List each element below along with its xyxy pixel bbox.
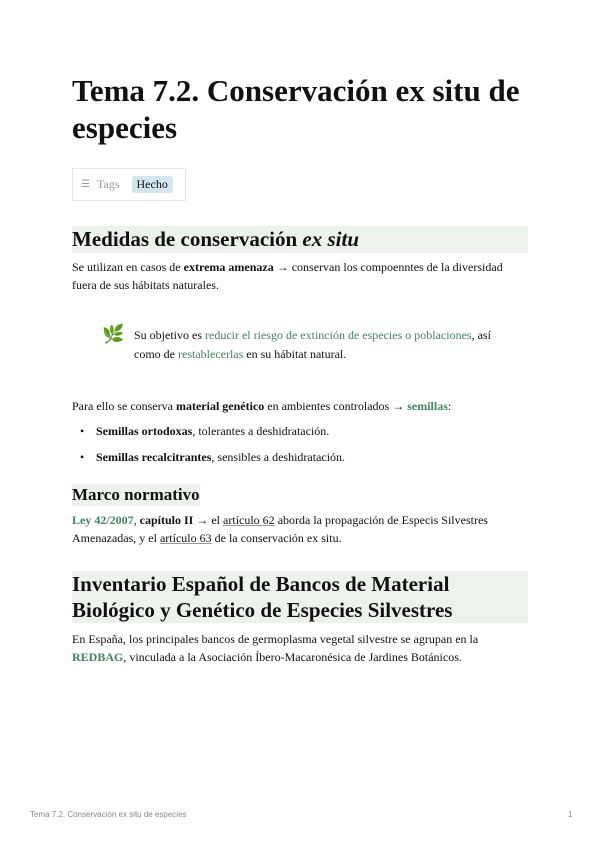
text: Para ello se conserva xyxy=(72,399,176,413)
section-heading-inventario: Inventario Español de Bancos de Material Biológico y Genético de Especies Silvestres xyxy=(72,571,528,623)
bold-text: Semillas recalcitrantes xyxy=(96,450,212,464)
page-number: 1 xyxy=(568,810,573,819)
text: en ambientes controlados → xyxy=(264,399,408,413)
highlight-text: semillas xyxy=(407,399,448,413)
paragraph-marco xyxy=(72,511,528,547)
bold-text: extrema amenaza xyxy=(183,260,274,274)
tags-property xyxy=(72,168,186,201)
bold-text: material genético xyxy=(175,399,265,413)
footer-title: Tema 7.2. Conservación ex situ de especies xyxy=(30,810,187,819)
paragraph-material xyxy=(72,397,528,415)
heading-emphasis: ex situ xyxy=(302,227,359,251)
text: , vinculada a la Asociación Íbero-Macaronésica de Jardines Botánicos. xyxy=(123,650,462,664)
bold-text: capítulo II xyxy=(139,513,194,527)
highlight-text: restablecerlas xyxy=(178,347,244,361)
underlined-text: artículo 62 xyxy=(223,513,275,527)
underlined-text: artículo 63 xyxy=(159,531,212,545)
text: de la conservación ex situ. xyxy=(211,531,342,545)
text: , así como de xyxy=(134,328,491,361)
leaf-icon: 🌿 xyxy=(102,324,125,344)
text: : xyxy=(447,399,452,413)
list-item xyxy=(96,422,516,440)
section-heading-ex-situ xyxy=(72,226,528,253)
text: Su objetivo es xyxy=(134,328,205,342)
callout-text xyxy=(134,326,504,364)
bold-text: Semillas ortodoxas xyxy=(96,424,193,438)
text: en su hábitat natural. xyxy=(243,347,347,361)
text: , sensibles a deshidratación. xyxy=(211,450,346,464)
text: , xyxy=(133,513,140,527)
section-heading-marco: Marco normativo xyxy=(72,485,200,504)
page-title: Tema 7.2. Conservación ex situ de especies xyxy=(72,73,520,145)
list-item xyxy=(96,448,516,466)
highlight-text: reducir el riesgo de extinción de especies o poblaciones xyxy=(205,328,472,342)
list-icon: ☰ xyxy=(81,179,90,190)
highlight-text: Ley 42/2007 xyxy=(72,513,134,527)
tags-label: Tags xyxy=(97,177,120,191)
text: , tolerantes a deshidratación. xyxy=(192,424,330,438)
paragraph-inventario xyxy=(72,630,528,666)
highlight-text: REDBAG xyxy=(72,650,124,664)
tag-badge[interactable]: Hecho xyxy=(132,176,173,193)
paragraph-intro xyxy=(72,258,528,294)
text: → el xyxy=(193,513,224,527)
heading-text: Medidas de conservación xyxy=(72,227,303,251)
text: aborda la propagación de Especis Silvestres Amenazadas, y el xyxy=(72,513,488,545)
text: → conservan los compoenntes de la diversidad fuera de sus hábitats naturales. xyxy=(72,260,503,292)
text: Se utilizan en casos de xyxy=(72,260,184,274)
text: En España, los principales bancos de germoplasma vegetal silvestre se agrupan en la xyxy=(72,632,479,646)
